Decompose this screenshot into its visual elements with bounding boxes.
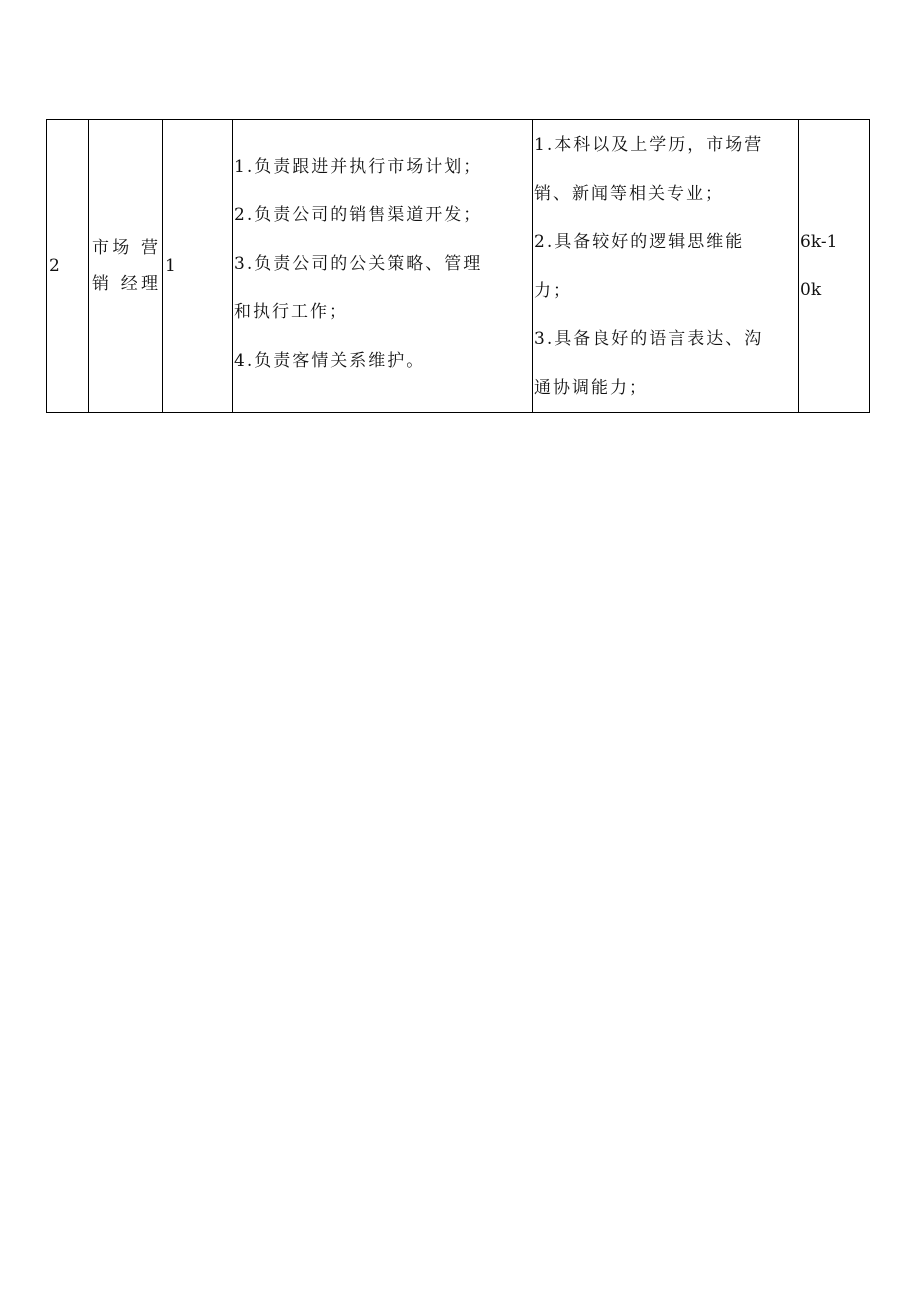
duty-line-4: 和执行工作； <box>234 302 348 323</box>
requirement-line-1: 1.本科以及上学历，市场营 <box>534 135 764 155</box>
requirement-line-5: 3.具备良好的语言表达、沟 <box>534 329 764 349</box>
duty-line-3: 3.负责公司的公关策略、管理 <box>234 253 483 274</box>
job-title-line-2: 销 经理 <box>92 274 159 294</box>
salary-cell <box>799 120 870 413</box>
table-row <box>47 120 870 413</box>
requirement-line-6: 通协调能力； <box>534 377 648 398</box>
headcount: 1 <box>165 256 176 276</box>
duty-line-1: 1.负责跟进并执行市场计划； <box>234 156 483 177</box>
requirements-cell <box>533 120 799 413</box>
job-title-cell <box>89 120 163 413</box>
requirements-list <box>533 121 798 412</box>
job-title-line-1: 市场 营 <box>92 238 159 258</box>
salary-line-1: 6k-1 <box>800 232 838 252</box>
duties-list <box>233 143 532 386</box>
duty-line-5: 4.负责客情关系维护。 <box>234 350 426 371</box>
headcount-cell <box>163 120 233 413</box>
row-number: 2 <box>49 256 60 276</box>
job-table <box>46 119 870 413</box>
duty-line-2: 2.负责公司的销售渠道开发； <box>234 205 483 226</box>
requirement-line-4: 力； <box>534 280 572 301</box>
salary-line-2: 0k <box>800 280 822 300</box>
duties-cell <box>233 120 533 413</box>
row-number-cell <box>47 120 89 413</box>
requirement-line-2: 销、新闻等相关专业； <box>534 183 724 204</box>
requirement-line-3: 2.具备较好的逻辑思维能 <box>534 232 745 252</box>
